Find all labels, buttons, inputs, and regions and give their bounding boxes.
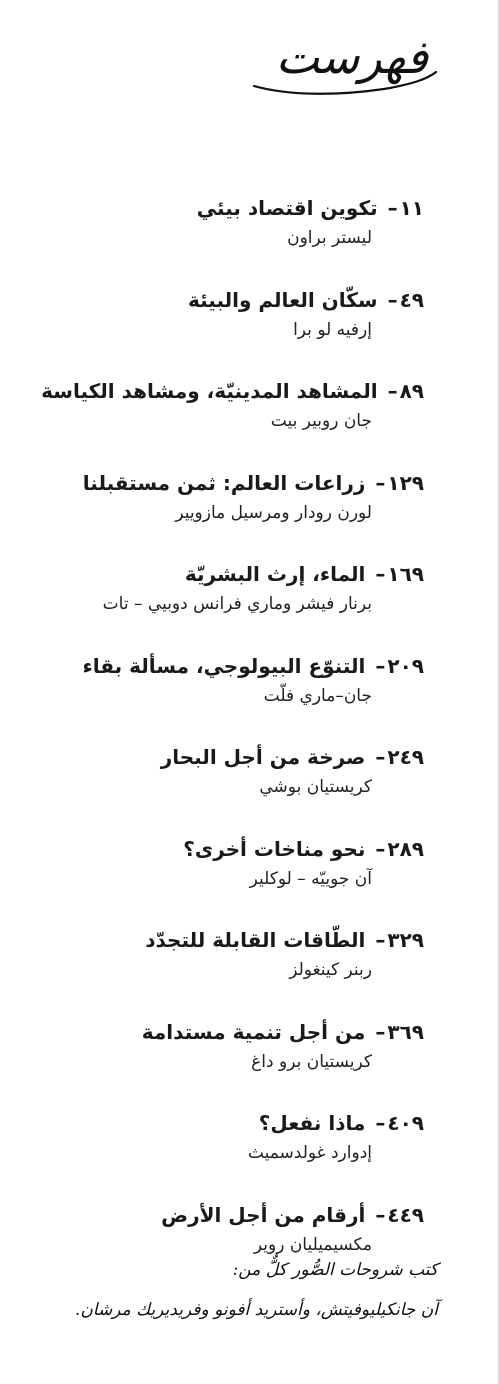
entry-page-number: ١١ [399, 196, 424, 220]
entry-dash: – [375, 1111, 386, 1135]
entry-title: التنوّع البيولوجي، مسألة بقاء [82, 653, 366, 678]
entry-page-number: ٣٦٩ [387, 1019, 424, 1044]
entry-dash: – [375, 470, 386, 495]
entry-heading [24, 1020, 424, 1044]
entry-author: مكسيميليان روير [253, 1234, 372, 1255]
page-title: فهرست [275, 30, 428, 84]
entry-page-number: ٢٠٩ [387, 653, 424, 678]
entry-page-number: ٢٤٩ [387, 745, 424, 769]
entry-title: من أجل تنمية مستدامة [141, 1019, 366, 1044]
list-item [24, 654, 424, 746]
list-item [24, 379, 424, 471]
entry-title: أرقام من أجل الأرض [161, 1202, 366, 1227]
entry-page-number: ٢٨٩ [387, 836, 424, 861]
entry-page-number: ٤٩ [399, 287, 424, 312]
list-item [24, 288, 424, 380]
entry-author: جان روبير بيت [270, 411, 372, 431]
entry-dash: – [375, 836, 386, 861]
entry-dash: – [387, 196, 398, 220]
list-item [24, 471, 424, 563]
entry-dash: – [387, 379, 398, 403]
entry-title: الماء، إرث البشريّة [184, 562, 366, 586]
entry-author: برنار فيشر وماري فرانس دوبيي – تات [102, 594, 372, 614]
list-item [24, 745, 424, 837]
entry-page-number: ١٢٩ [387, 470, 424, 495]
credits-heading: كتب شروحات الصُّور كلٌّ من: [232, 1260, 438, 1280]
entry-dash: – [375, 653, 386, 678]
list-item [24, 196, 424, 288]
entry-heading [24, 1111, 424, 1135]
entry-dash: – [375, 1202, 386, 1227]
entry-heading [24, 928, 424, 952]
entry-heading [24, 654, 424, 678]
entry-title: الطّاقات القابلة للتجدّد [145, 928, 366, 952]
entry-dash: – [375, 928, 386, 952]
list-item [24, 837, 424, 929]
list-item [24, 1111, 424, 1203]
entry-dash: – [375, 562, 386, 586]
entry-heading [24, 745, 424, 769]
entry-heading [24, 379, 424, 403]
entry-title: ماذا نفعل؟ [258, 1111, 366, 1135]
entry-heading [24, 196, 424, 220]
list-item [24, 562, 424, 654]
entry-title: تكوين اقتصاد بيئي [196, 196, 378, 220]
entry-page-number: ١٦٩ [387, 562, 424, 586]
entry-title: سكّان العالم والبيئة [187, 287, 378, 312]
credits-names: آن جانكيليوفيتش، وأستريد أفونو وفريديريك مرشان. [74, 1300, 438, 1320]
entry-author: إدوارد غولدسميث [247, 1143, 372, 1163]
entry-title: المشاهد المدينيّة، ومشاهد الكياسة [41, 379, 378, 403]
list-item [24, 1020, 424, 1112]
entry-page-number: ٤٤٩ [387, 1202, 424, 1227]
entry-heading [24, 471, 424, 495]
entry-title: زراعات العالم: ثمن مستقبلنا [82, 470, 366, 495]
entry-page-number: ٤٠٩ [387, 1111, 424, 1135]
entry-title: نحو مناخات أخرى؟ [183, 836, 366, 861]
entry-heading [24, 1203, 424, 1227]
photo-credits [18, 1260, 438, 1320]
entry-author: كريستيان برو داغ [251, 1051, 372, 1072]
entry-dash: – [375, 745, 386, 769]
entry-page-number: ٣٢٩ [387, 928, 424, 952]
entry-title: صرخة من أجل البحار [160, 745, 366, 769]
entry-heading [24, 837, 424, 861]
entry-author: جان–ماري فلّت [263, 685, 372, 706]
entry-dash: – [375, 1019, 386, 1044]
contents-list [24, 196, 424, 1294]
entry-dash: – [387, 287, 398, 312]
entry-author: آن جوييّه – لوكلير [249, 868, 372, 889]
entry-author: لورن رودار ومرسيل مازويير [175, 502, 372, 523]
entry-author: ليستر براون [287, 228, 372, 248]
entry-heading [24, 562, 424, 586]
entry-author: ربنر كينغولز [289, 960, 372, 980]
entry-author: كريستيان بوشي [259, 777, 372, 797]
title-swash-ornament [250, 62, 440, 102]
entry-page-number: ٨٩ [399, 379, 424, 403]
list-item [24, 928, 424, 1020]
entry-author: إرفيه لو برا [293, 319, 372, 340]
entry-heading [24, 288, 424, 312]
